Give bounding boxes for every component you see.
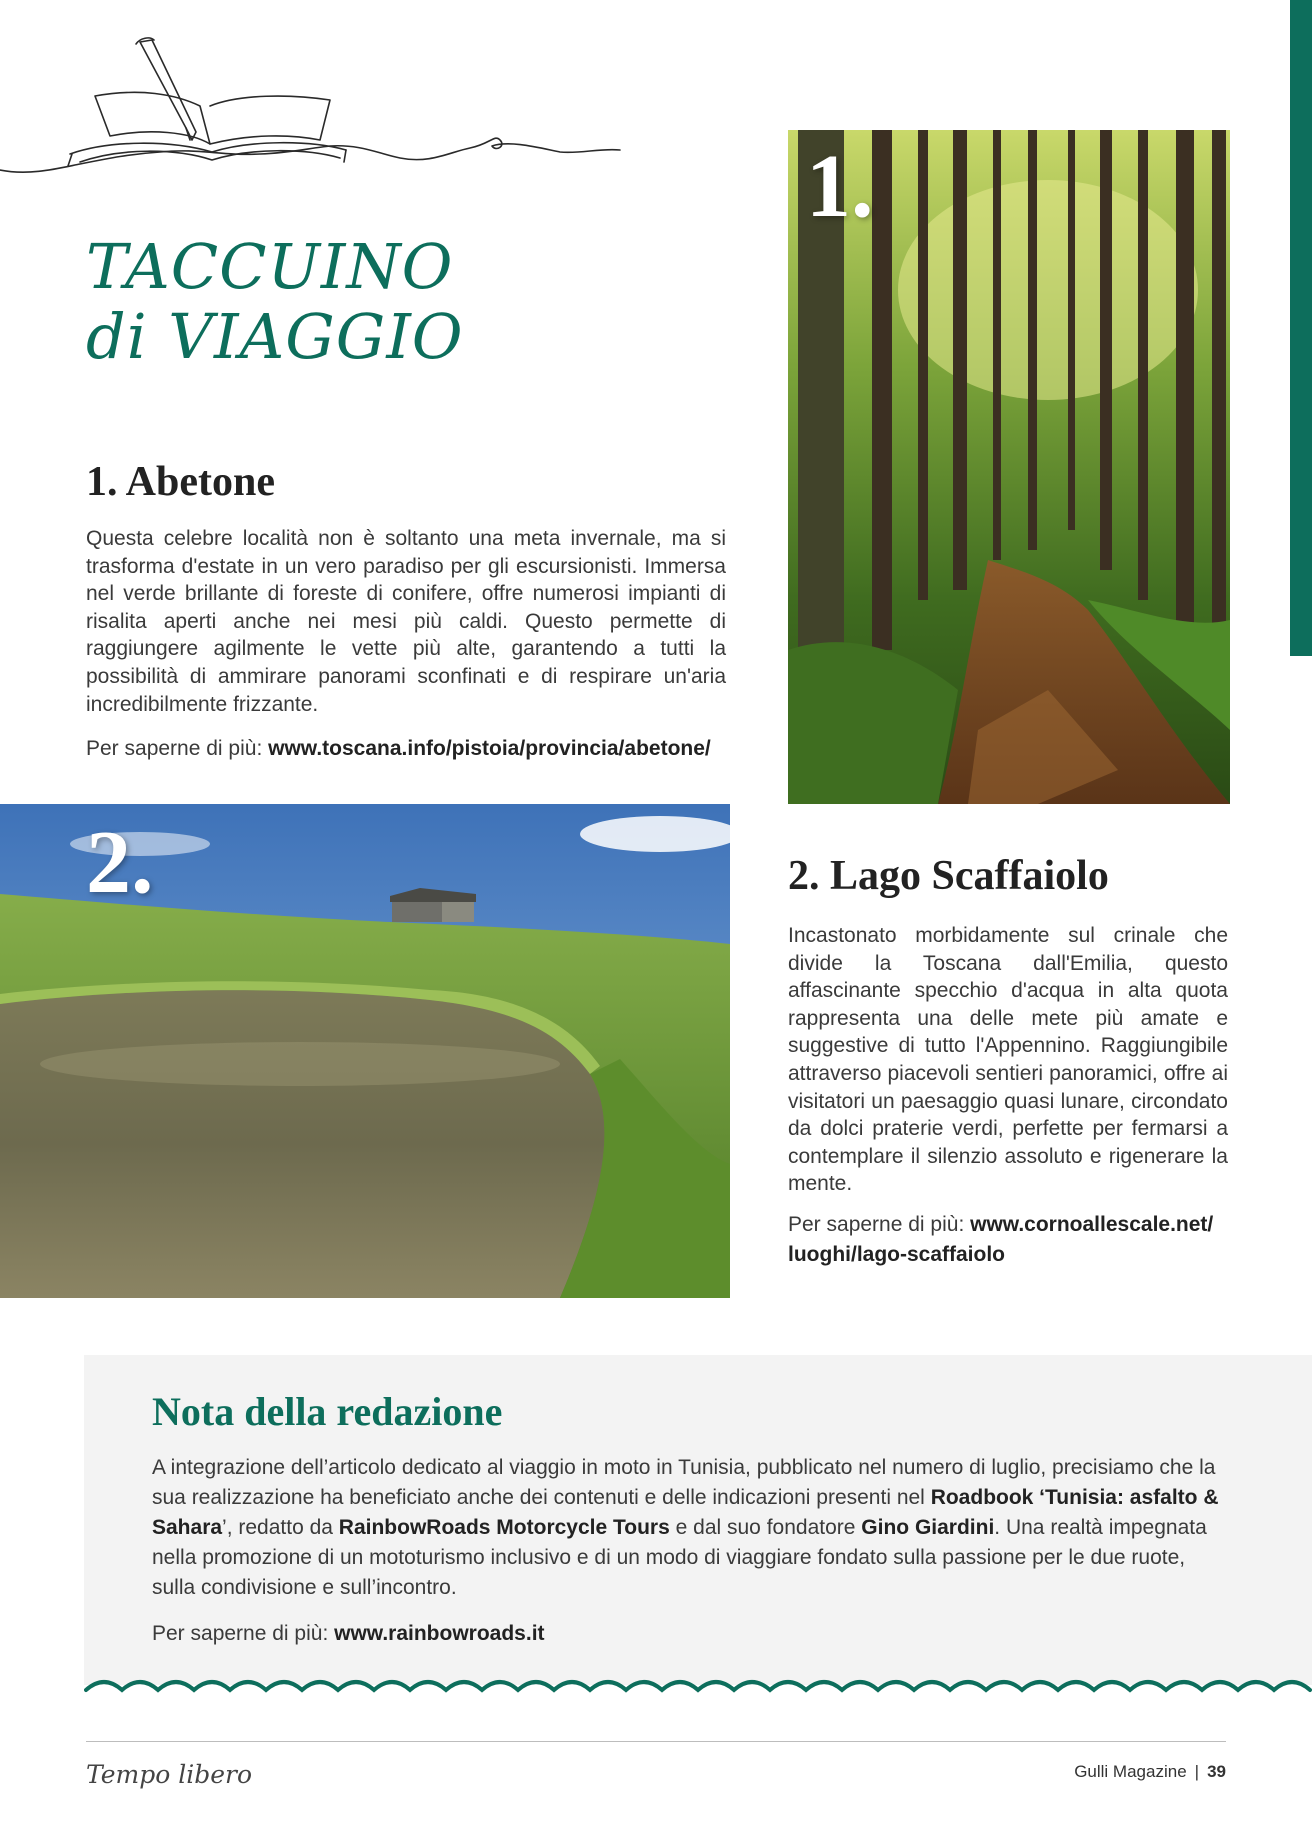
note-more-label: Per saperne di più: <box>152 1622 335 1645</box>
title-line-2: di VIAGGIO <box>86 300 464 373</box>
note-founder: Gino Giardini <box>861 1516 995 1539</box>
page-number: 39 <box>1207 1762 1226 1781</box>
notebook-pen-illustration <box>0 36 630 186</box>
article-2-more <box>788 1210 1228 1270</box>
note-link[interactable]: www.rainbowroads.it <box>334 1622 545 1645</box>
column-title <box>86 232 464 372</box>
footer-page-info <box>1074 1762 1226 1782</box>
article-1-more <box>86 734 746 764</box>
article-1-link[interactable]: www.toscana.info/pistoia/provincia/abetone/ <box>268 737 711 760</box>
article-2-title: 2. Lago Scaffaiolo <box>788 853 1109 899</box>
side-tab-marker <box>1290 0 1312 656</box>
footer-section: Tempo libero <box>86 1760 253 1789</box>
title-line-1: TACCUINO <box>86 230 454 303</box>
article-1-number: 1. <box>806 137 874 236</box>
note-title: Nota della redazione <box>152 1389 503 1434</box>
article-2-body: Incastonato morbidamente sul crinale che divide la Toscana dall'Emilia, questo affascinante specchio d'acqua in alta quota rappresenta una delle mete più amate e suggestive di tutto l'Appennino. Raggiungibile attraverso piacevoli sentieri panoramici, offre ai visitatori un paesaggio quasi lunare, circondato da dolci praterie verdi, perfette per fermarsi a contemplare il silenzio assoluto e rigenerare la mente. <box>788 924 1228 1196</box>
decorative-wave <box>84 1672 1312 1702</box>
article-1-more-label: Per saperne di più: <box>86 737 269 760</box>
footer-separator: | <box>1194 1762 1200 1781</box>
article-1-body: Questa celebre località non è soltanto una meta invernale, ma si trasforma d'estate in un vero paradiso per gli escursionisti. Immersa nel verde brillante di foreste di conifere, offre numerosi impianti di risalita aperti anche nei mesi più caldi. Questo permette di raggiungere agilmente le vette più alte, garantendo a tutti la possibilità di ammirare panorami sconfinati e di respirare un'aria incredibilmente frizzante. <box>86 527 726 716</box>
note-body: A integrazione dell’articolo dedicato al viaggio in moto in Tunisia, pubblicato nel numero di luglio, precisiamo che la sua realizzazione ha beneficiato anche dei contenuti e delle indicazioni presenti nel Roadbook ‘Tunisia: asfalto & Sahara’, redatto da RainbowRoads Motorcycle Tours e dal suo fondatore Gino Giardini. Una realtà impegnata nella promozione di un mototurismo inclusivo e di un modo di viaggiare fondato sulla passione per le due ruote, sulla condivisione e sull’incontro. Per saperne di più: www.rainbowroads.it <box>152 1456 1219 1645</box>
article-2-more-label: Per saperne di più: <box>788 1213 971 1236</box>
article-1-title: 1. Abetone <box>86 459 275 505</box>
article-2-link[interactable]: www.cornoallescale.net/ luoghi/lago-scaffaiolo <box>788 1213 1214 1266</box>
note-rainbowroads: RainbowRoads Motorcycle Tours <box>338 1516 670 1539</box>
note-roadbook: Roadbook ‘Tunisia: asfalto & Sahara <box>152 1486 1219 1539</box>
footer-rule <box>86 1741 1226 1742</box>
footer-magazine: Gulli Magazine <box>1074 1762 1187 1781</box>
article-2-number: 2. <box>86 813 154 912</box>
